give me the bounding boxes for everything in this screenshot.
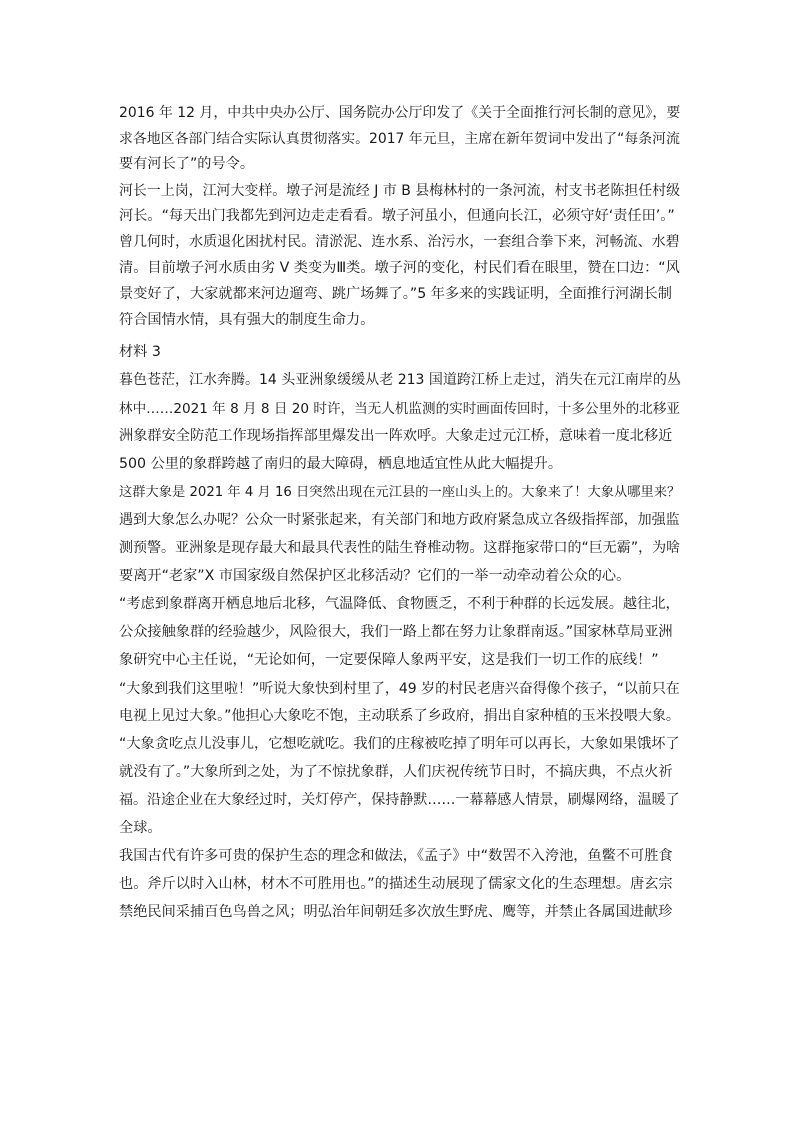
text-line: 要有河长了”的号令。 xyxy=(119,156,255,172)
text-line: 禁绝民间采捕百色鸟兽之风；明弘治年间朝廷多次放生野虎、鹰等，并禁止各属国进献珍 xyxy=(119,904,673,920)
section-heading: 材料 3 xyxy=(119,344,161,360)
text-line: 要离开“老家”X 市国家级自然保护区北移活动？它们的一举一动牵动着公众的心。 xyxy=(119,568,631,584)
text-line: 河长。“每天出门我都先到河边走走看看。墩子河虽小，但通向长江，必须守好‘责任田’。” xyxy=(119,208,675,224)
text-line: 就没有了。”大象所到之处，为了不惊扰象群，人们庆祝传统节日时，不搞庆典，不点火祈 xyxy=(119,764,673,780)
text-line: 林中……2021 年 8 月 8 日 20 时许，当无人机监测的实时画面传回时，十多公里外的北移亚 xyxy=(119,401,680,417)
text-line: 这群大象是 2021 年 4 月 16 日突然出现在元江县的一座山头上的。大象来了！大象从哪里来？ xyxy=(119,485,681,500)
text-line: 象研究中心主任说，“无论如何，一定要保障人象两平安，这是我们一切工作的底线！” xyxy=(119,652,659,668)
text-line: 我国古代有许多可贵的保护生态的理念和做法，《孟子》中“数罟不入洿池，鱼鳖不可胜食 xyxy=(119,848,673,864)
text-line: 河长一上岗，江河大变样。墩子河是流经 J 市 B 县梅林村的一条河流，村支书老陈担任村级 xyxy=(119,183,681,199)
text-line: 求各地区各部门结合实际认真贯彻落实。2017 年元旦，主席在新年贺词中发出了“每条河流 xyxy=(119,131,680,147)
text-line: 景变好了，大家就都来河边遛弯、跳广场舞了。”5 年多来的实践证明，全面推行河湖长制 xyxy=(119,286,672,302)
text-line: “考虑到象群离开栖息地后北移，气温降低、食物匮乏，不利于种群的长远发展。越往北， xyxy=(119,596,680,612)
text-line: 洲象群安全防范工作现场指挥部里爆发出一阵欢呼。大象走过元江桥，意味着一度北移近 xyxy=(119,428,673,444)
text-line: 2016 年 12 月，中共中央办公厅、国务院办公厅印发了《关于全面推行河长制的意见》，要 xyxy=(119,105,681,121)
text-line: 曾几何时，水质退化困扰村民。清淤泥、连水系、治污水，一套组合拳下来，河畅流、水碧 xyxy=(119,234,680,250)
text-line: “大象到我们这里啦！”听说大象快到村里了，49 岁的村民老唐兴奋得像个孩子，“以前只在 xyxy=(119,681,680,697)
text-line: 暮色苍茫，江水奔腾。14 头亚洲象缓缓从老 213 国道跨江桥上走过，消失在元江南岸的丛 xyxy=(119,372,681,388)
text-line: 也。斧斤以时入山林，材木不可胜用也。”的描述生动展现了儒家文化的生态理想。唐玄宗 xyxy=(119,876,673,892)
text-line: 测预警。亚洲象是现存最大和最具代表性的陆生脊椎动物。这群拖家带口的“巨无霸”，为啥 xyxy=(119,540,681,556)
text-line: 清。目前墩子河水质由劣 V 类变为Ⅲ类。墩子河的变化，村民们看在眼里，赞在口边：“风 xyxy=(119,260,680,276)
text-line: 符合国情水情，具有强大的制度生命力。 xyxy=(119,312,375,328)
text-line: 遇到大象怎么办呢？公众一时紧张起来，有关部门和地方政府紧急成立各级指挥部，加强监 xyxy=(119,512,680,528)
text-line: 公众接触象群的经验越少，风险很大，我们一路上都在努力让象群南返。”国家林草局亚洲 xyxy=(119,624,673,640)
text-line: 福。沿途企业在大象经过时，关灯停产，保持静默……一幕幕感人情景，刷爆网络，温暖了 xyxy=(119,792,680,808)
text-line: “大象贪吃点儿没事儿，它想吃就吃。我们的庄稼被吃掉了明年可以再长，大象如果饿坏了 xyxy=(119,736,680,752)
text-line: 500 公里的象群跨越了南归的最大障碍，栖息地适宜性从此大幅提升。 xyxy=(119,456,563,472)
text-line: 电视上见过大象。”他担心大象吃不饱，主动联系了乡政府，捐出自家种植的玉米投喂大象。 xyxy=(119,708,680,724)
text-line: 全球。 xyxy=(119,820,162,836)
